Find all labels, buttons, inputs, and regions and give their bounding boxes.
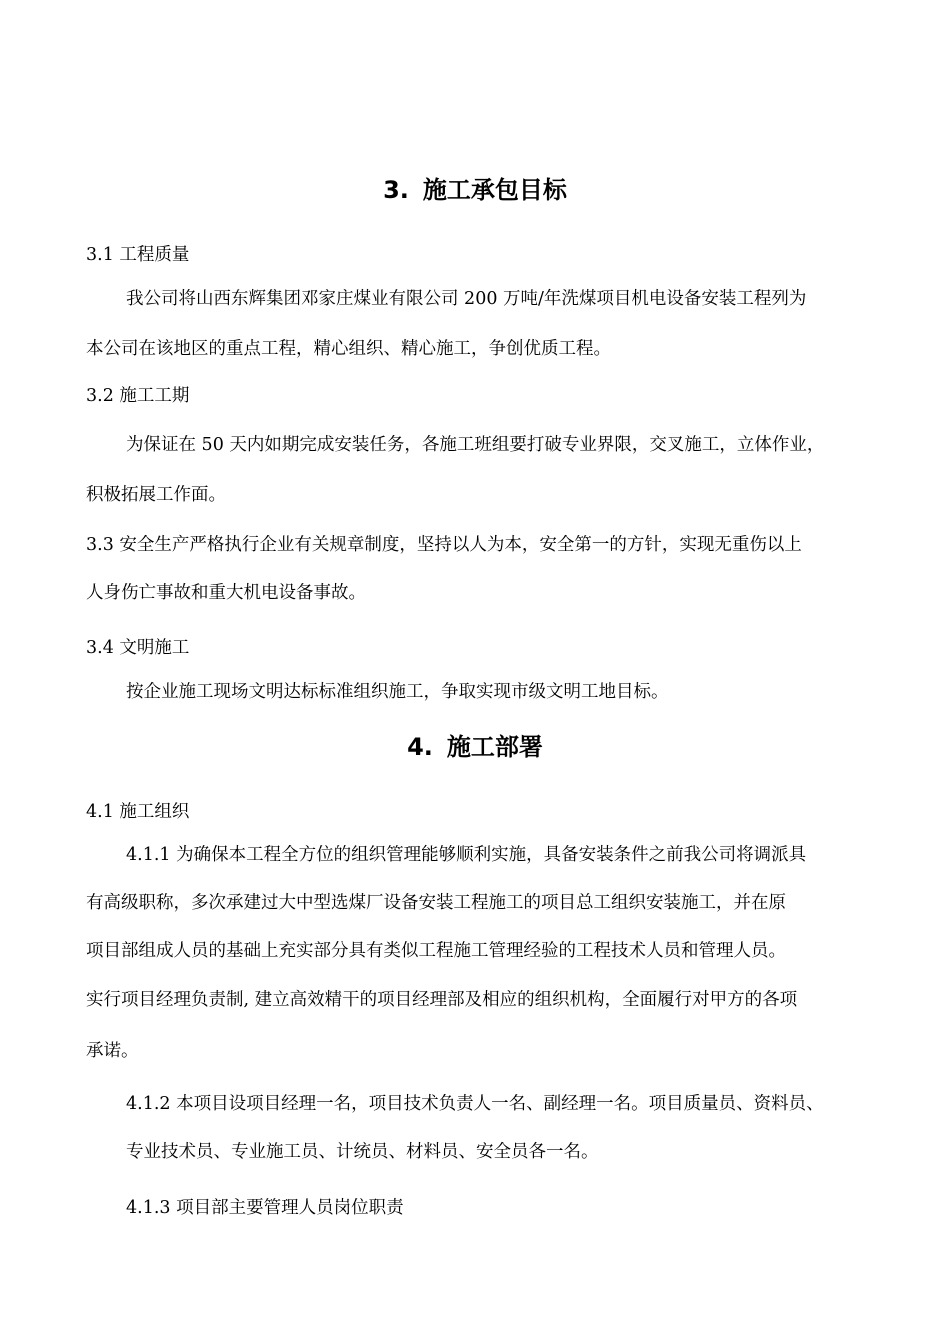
subsection-3-2-title: 3.2 施工工期 — [86, 386, 190, 406]
paragraph-3-2-line-1: 为保证在 50 天内如期完成安装任务，各施工班组要打破专业界限，交叉施工，立体作业， — [126, 435, 825, 455]
section-3-title: 施工承包目标 — [422, 176, 567, 204]
paragraph-4-1-1-line-5: 承诺。 — [86, 1041, 139, 1061]
subsection-3-4-title: 3.4 文明施工 — [86, 638, 190, 658]
paragraph-3-2-line-2: 积极拓展工作面。 — [86, 485, 226, 505]
paragraph-4-1-2-line-2: 专业技术员、专业施工员、计统员、材料员、安全员各一名。 — [126, 1142, 599, 1162]
paragraph-4-1-1-line-1: 4.1.1 为确保本工程全方位的组织管理能够顺利实施，具备安装条件之前我公司将调派具 — [126, 845, 807, 865]
paragraph-4-1-2-line-1: 4.1.2 本项目设项目经理一名，项目技术负责人一名、副经理一名。项目质量员、资料员、 — [126, 1094, 824, 1114]
paragraph-4-1-1-line-2: 有高级职称，多次承建过大中型选煤厂设备安装工程施工的项目总工组织安装施工，并在原 — [86, 893, 786, 913]
paragraph-4-1-1-line-4: 实行项目经理负责制, 建立高效精干的项目经理部及相应的组织机构，全面履行对甲方的各项 — [86, 990, 798, 1010]
section-3-heading — [0, 174, 950, 206]
subsection-3-1-title: 3.1 工程质量 — [86, 245, 190, 265]
section-4-number: 4. — [407, 733, 433, 761]
paragraph-4-1-1-line-3: 项目部组成人员的基础上充实部分具有类似工程施工管理经验的工程技术人员和管理人员。 — [86, 941, 786, 961]
paragraph-3-3-line-1: 3.3 安全生产严格执行企业有关规章制度，坚持以人为本，安全第一的方针，实现无重伤以上 — [86, 535, 802, 555]
paragraph-3-1-line-2: 本公司在该地区的重点工程，精心组织、精心施工，争创优质工程。 — [86, 339, 611, 359]
subsection-4-1-3-title: 4.1.3 项目部主要管理人员岗位职责 — [126, 1198, 404, 1218]
paragraph-3-3-line-2: 人身伤亡事故和重大机电设备事故。 — [86, 583, 366, 603]
subsection-4-1-title: 4.1 施工组织 — [86, 802, 190, 822]
section-3-number: 3. — [383, 176, 409, 204]
paragraph-3-1-line-1: 我公司将山西东辉集团邓家庄煤业有限公司 200 万吨/年洗煤项目机电设备安装工程列为 — [126, 289, 807, 309]
section-4-heading — [0, 731, 950, 763]
section-4-title: 施工部署 — [446, 733, 543, 761]
paragraph-3-4-line-1: 按企业施工现场文明达标标准组织施工，争取实现市级文明工地目标。 — [126, 682, 669, 702]
